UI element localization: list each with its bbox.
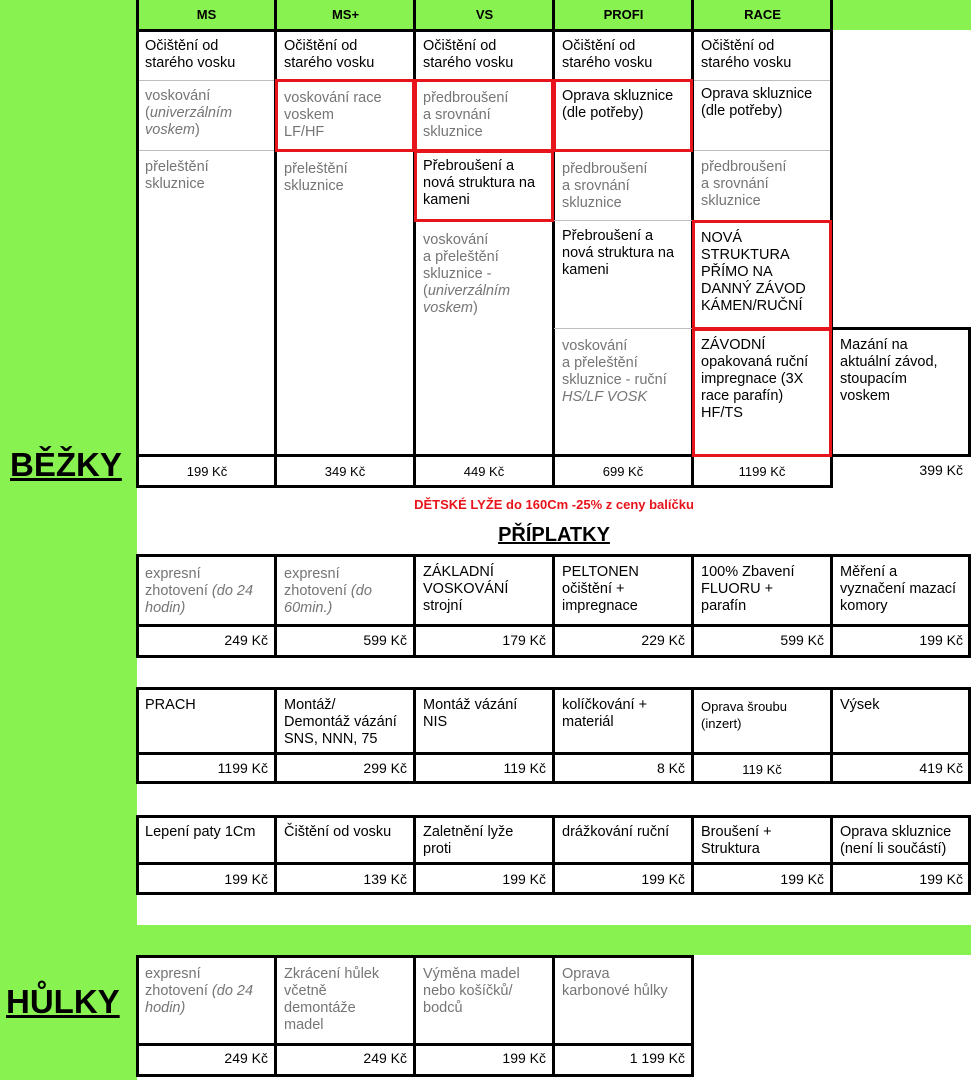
price-hand-grooving: 199 Kč <box>641 871 685 887</box>
msplus-race-waxing: voskování race voskem LF/HF <box>284 90 382 140</box>
hulky-carbon-repair: Oprava karbonové hůlky <box>562 966 668 999</box>
hulky-grip-replacement: Výměna madel nebo košíčků/ bodců <box>423 966 520 1016</box>
price-basic-waxing: 179 Kč <box>502 632 546 648</box>
price-grinding-structure: 199 Kč <box>780 871 824 887</box>
row-separator <box>694 150 830 151</box>
grid-line <box>136 485 833 488</box>
header-race: RACE <box>744 7 781 22</box>
price-express-60min: 599 Kč <box>363 632 407 648</box>
priplatky-title: PŘÍPLATKY <box>498 524 610 546</box>
msplus-cleaning: Očištění od starého vosku <box>284 38 375 71</box>
race-impregnation: ZÁVODNÍ opakovaná ruční impregnace (3X race parafín) HF/TS <box>701 337 809 421</box>
surcharge-base-repair: Oprava skluznice (není li součástí) <box>840 824 952 857</box>
profi-cleaning: Očištění od starého vosku <box>562 38 653 71</box>
surcharge-fluoro-removal: 100% Zbavení FLUORU + parafín <box>701 564 795 614</box>
price-hulky-grip: 199 Kč <box>502 1050 546 1066</box>
grid-line <box>274 0 277 488</box>
price-nis-mount: 119 Kč <box>503 760 546 776</box>
price-express-24h: 249 Kč <box>224 632 268 648</box>
surcharge-heel-glue: Lepení paty 1Cm <box>145 824 256 840</box>
price-wax-cleaning: 139 Kč <box>363 871 407 887</box>
price-heel-glue: 199 Kč <box>224 871 268 887</box>
surcharge-dust: PRACH <box>145 697 196 713</box>
race-cleaning: Očištění od starého vosku <box>701 38 792 71</box>
vs-pregrinding: předbroušení a srovnání skluznice <box>423 90 509 140</box>
surcharge-nis-mount: Montáž vázání NIS <box>423 697 518 730</box>
profi-base-repair: Oprava skluznice (dle potřeby) <box>562 88 674 121</box>
row-separator <box>554 220 692 221</box>
price-fluoro-removal: 599 Kč <box>780 632 824 648</box>
race-new-structure: NOVÁ STRUKTURA PŘÍMO NA DANNÝ ZÁVOD KÁMEN/RUČNÍ <box>701 230 806 314</box>
price-profi: 699 Kč <box>602 464 644 479</box>
ms-waxing: voskování (univerzálním voskem) <box>145 88 233 138</box>
hulky-band <box>137 925 971 955</box>
surcharge-binding-mount: Montáž/ Demontáž vázání SNS, NNN, 75 <box>284 697 397 747</box>
price-screw-repair: 119 Kč <box>742 762 782 777</box>
hulky-express: expresní zhotovení (do 24 hodin) <box>145 966 254 1016</box>
surcharge-express-60min: expresní zhotovení (do 60min.) <box>284 566 372 616</box>
extra-kick-wax: Mazání na aktuální závod, stoupacím voskem <box>840 337 938 404</box>
vs-waxing: voskování a přeleštění skluznice - (univerzálním voskem) <box>423 232 511 316</box>
ms-polishing: přeleštění skluznice <box>145 159 209 192</box>
surcharge-express-24h: expresní zhotovení (do 24 hodin) <box>145 566 254 616</box>
price-hulky-carbon: 1 199 Kč <box>629 1050 685 1066</box>
grid-line <box>136 0 139 488</box>
hulky-shortening: Zkrácení hůlek včetně demontáže madel <box>284 966 380 1033</box>
price-kick-zone: 199 Kč <box>919 632 963 648</box>
row-separator <box>554 328 692 329</box>
price-ski-sealing: 199 Kč <box>502 871 546 887</box>
price-hulky-express: 249 Kč <box>224 1050 268 1066</box>
price-ms: 199 Kč <box>186 464 228 479</box>
msplus-polishing: přeleštění skluznice <box>284 161 348 194</box>
price-hulky-shortening: 249 Kč <box>363 1050 407 1066</box>
price-base-repair: 199 Kč <box>919 871 963 887</box>
surcharge-cutout: Výsek <box>840 697 880 713</box>
profi-hand-waxing: voskování a přeleštění skluznice - ruční HS/LF VOSK <box>562 338 667 405</box>
grid-line <box>136 29 833 32</box>
race-pregrinding: předbroušení a srovnání skluznice <box>701 159 787 209</box>
profi-pregrinding: předbroušení a srovnání skluznice <box>562 161 648 211</box>
row-separator <box>139 80 274 81</box>
row-separator <box>694 80 830 81</box>
profi-stone-structure: Přebroušení a nová struktura na kameni <box>562 228 675 278</box>
grid-line <box>830 327 971 330</box>
surcharge-grinding-structure: Broušení + Struktura <box>701 824 772 857</box>
price-peltonen: 229 Kč <box>641 632 685 648</box>
price-extra: 399 Kč <box>919 462 963 478</box>
surcharge-dowels: kolíčkování + materiál <box>562 697 648 730</box>
surcharge-hand-grooving: drážkování ruční <box>562 824 670 840</box>
race-base-repair: Oprava skluznice (dle potřeby) <box>701 86 813 119</box>
vs-cleaning: Očištění od starého vosku <box>423 38 514 71</box>
kids-discount-note: DĚTSKÉ LYŽE do 160Cm -25% z ceny balíčku <box>414 497 694 512</box>
ms-cleaning: Očištění od starého vosku <box>145 38 236 71</box>
surcharge-ski-sealing: Zaletnění lyže proti <box>423 824 514 857</box>
section-hulky-title: HŮLKY <box>6 983 120 1020</box>
grid-line <box>136 454 971 457</box>
grid-line <box>413 0 416 488</box>
price-dust: 1199 Kč <box>217 760 268 776</box>
vs-stone-structure: Přebroušení a nová struktura na kameni <box>423 158 536 208</box>
header-ms: MS <box>196 7 217 22</box>
surcharge-wax-cleaning: Čištění od vosku <box>284 824 392 840</box>
price-binding-mount: 299 Kč <box>363 760 407 776</box>
price-vs: 449 Kč <box>463 464 505 479</box>
price-dowels: 8 Kč <box>656 760 685 776</box>
surcharge-kick-zone: Měření a vyznačení mazací komory <box>840 564 957 614</box>
section-bezky-title: BĚŽKY <box>10 446 122 483</box>
header-vs: VS <box>475 7 494 22</box>
header-msplus: MS+ <box>331 7 360 22</box>
price-msplus: 349 Kč <box>324 464 366 479</box>
price-race: 1199 Kč <box>738 464 786 479</box>
grid-line <box>552 0 555 488</box>
surcharge-basic-waxing: ZÁKLADNÍ VOSKOVÁNÍ strojní <box>423 564 509 614</box>
header-profi: PROFI <box>603 7 644 22</box>
row-separator <box>139 150 274 151</box>
surcharge-screw-repair: Oprava šroubu (inzert) <box>701 699 787 731</box>
price-cutout: 419 Kč <box>919 760 963 776</box>
surcharge-peltonen: PELTONEN očištění + impregnace <box>562 564 639 614</box>
